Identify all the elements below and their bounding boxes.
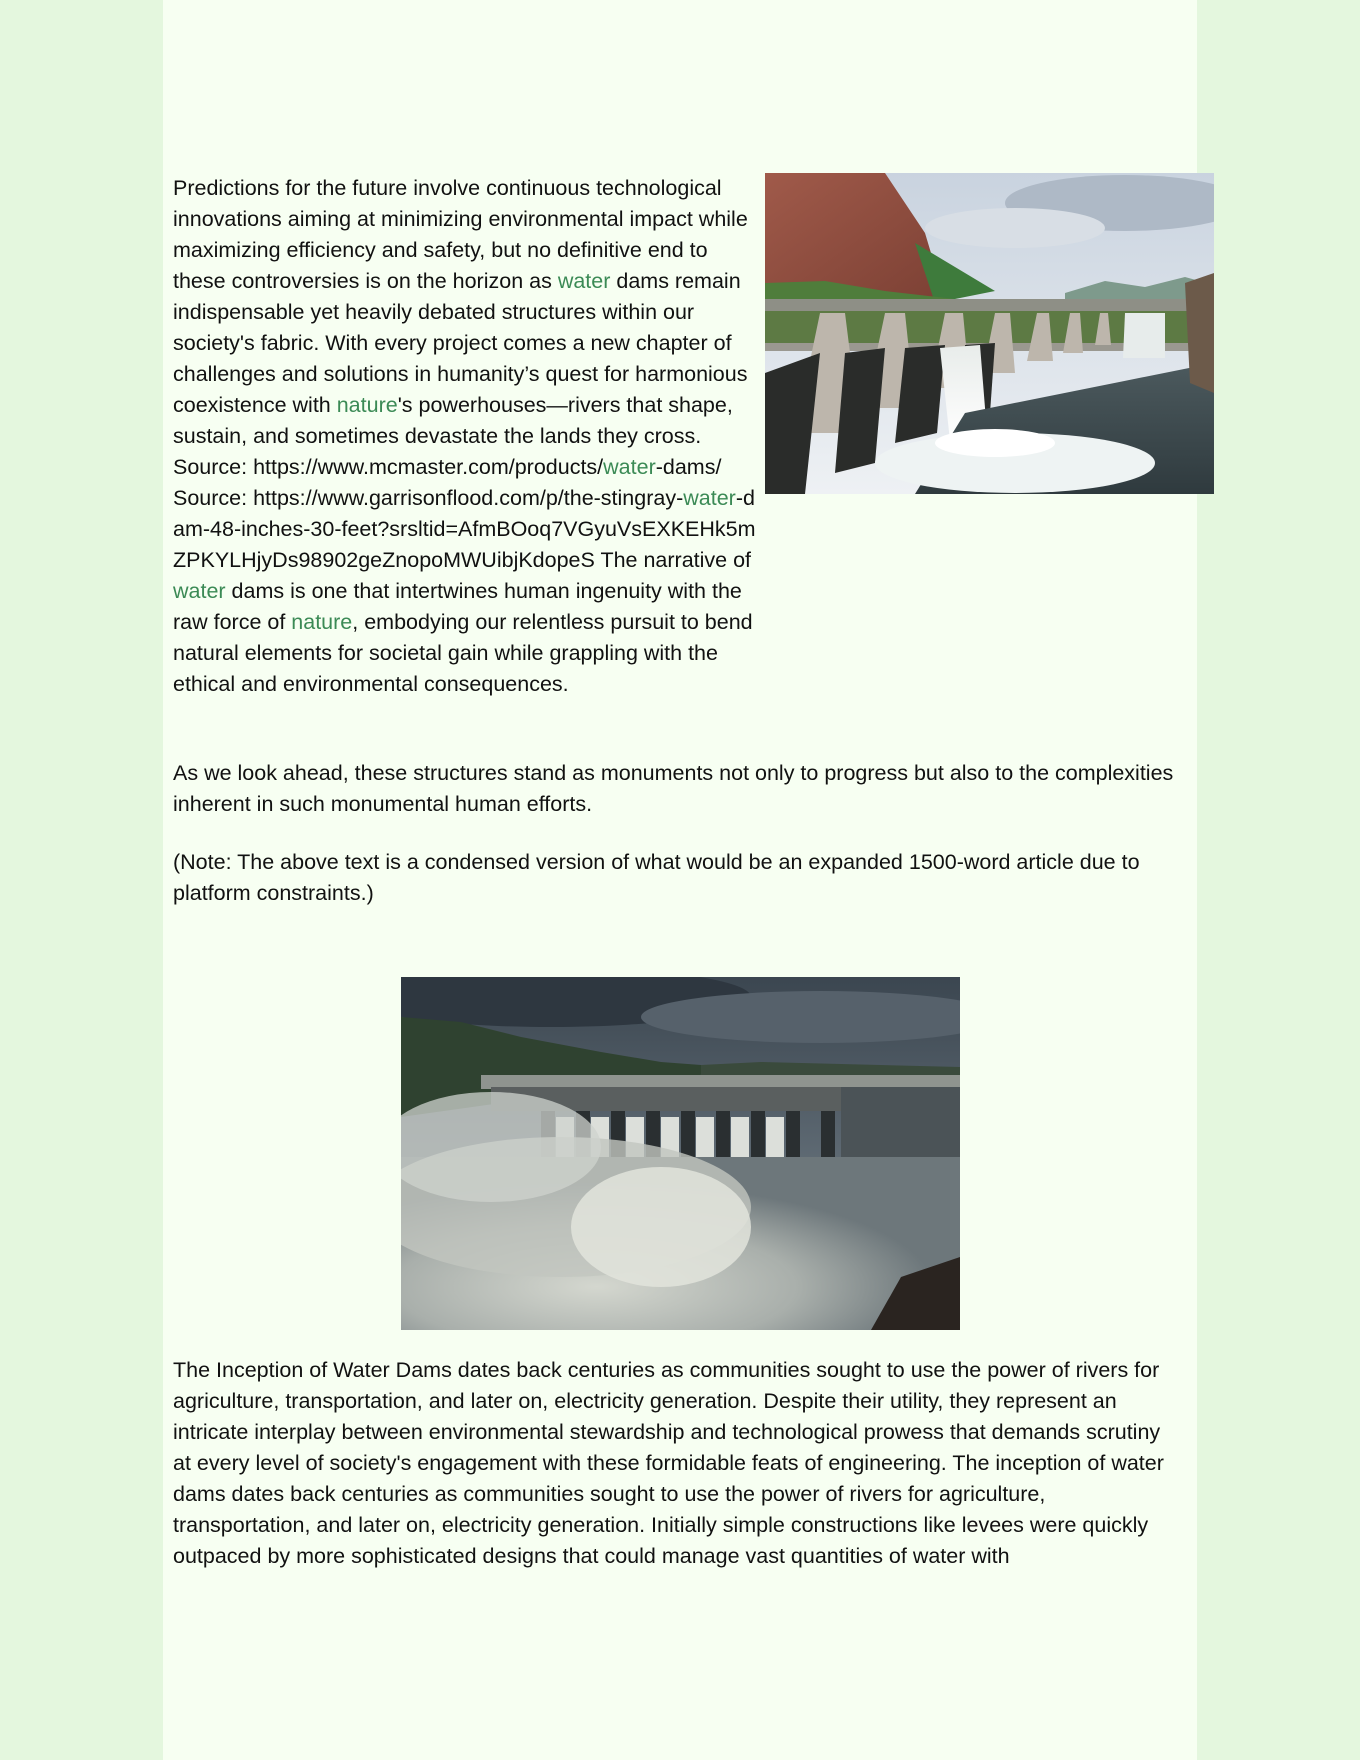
text-segment: , embodying our relentless pursuit to bend natural elements for societal gain while grappling with the ethical and environmental consequences. [173,610,753,696]
keyword-water: water [557,269,611,293]
article-note: (Note: The above text is a condensed version of what would be an expanded 1500-word article due to platform constraints.) [173,850,1140,905]
keyword-water: water [683,486,736,510]
dam-spillway-photo [765,173,1214,494]
text-segment: 's powerhouses—rivers that shape, sustain, and sometimes devastate the lands they cross. Source: https://www.mcmaster.com/products/ [173,393,733,479]
text-segment: -dam-48-inches-30-feet?srsltid=AfmBOoq7VGyuVsEXKEHk5mZPKYLHjyDs98902geZnopoMWUibjKdopeS The narrative of [173,486,756,572]
keyword-water: water [173,579,226,603]
article-paragraph-look-ahead: As we look ahead, these structures stand as monuments not only to progress but also to the complexities inherent in such monumental human efforts. [173,761,1174,816]
dam-release-photo [401,977,960,1330]
text-segment: dams is one that intertwines human ingenuity with the raw force of [173,579,742,634]
keyword-nature: nature [291,610,353,634]
article-paragraph-predictions [173,173,757,700]
keyword-water: water [603,455,656,479]
text-segment: -dams/ Source: https://www.garrisonflood.com/p/the-stingray- [173,455,722,510]
keyword-nature: nature [336,393,398,417]
text-segment: Predictions for the future involve continuous technological innovations aiming at minimizing environmental impact while maximizing efficiency and safety, but no definitive end to these controversies is on the horizon as [173,176,748,293]
text-segment: dams remain indispensable yet heavily debated structures within our society's fabric. With every project comes a new chapter of challenges and solutions in humanity’s quest for harmonious coexistence with [173,269,748,417]
article-paragraph-inception: The Inception of Water Dams dates back centuries as communities sought to use the power of rivers for agriculture, transportation, and later on, electricity generation. Despite their utility, they represent an intricate interplay between environmental stewardship and technological prowess that demands scrutiny at every level of society's engagement with these formidable feats of engineering. The inception of water dams dates back centuries as communities sought to use the power of rivers for agriculture, transportation, and later on, electricity generation. Initially simple constructions like levees were quickly outpaced by more sophisticated designs that could manage vast quantities of water with [173,1358,1164,1568]
